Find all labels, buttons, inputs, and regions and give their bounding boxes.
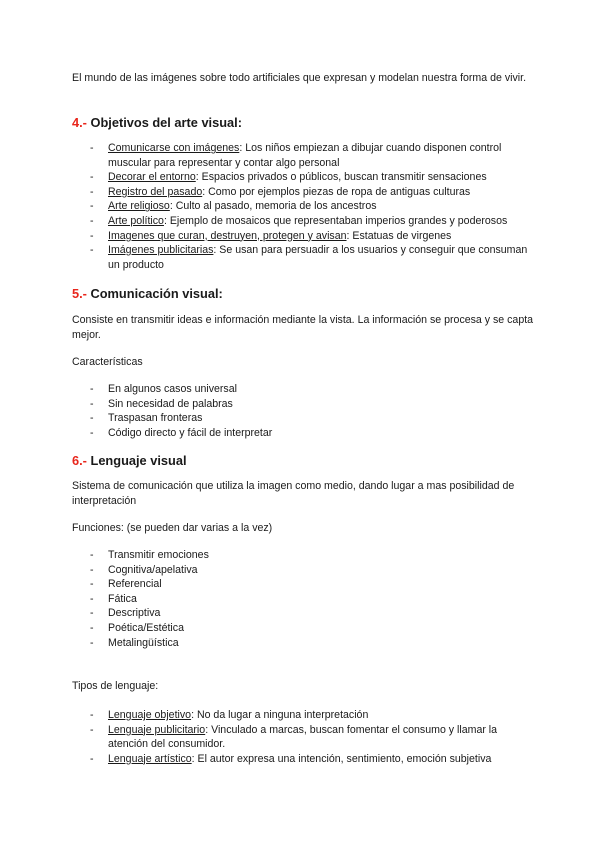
list-item: - Comunicarse con imágenes: Los niños empiezan a dibujar cuando disponen control muscular para representar y contar algo personal	[90, 142, 502, 169]
bullet-dash: -	[90, 214, 94, 227]
list-item: - Transmitir emociones	[90, 549, 209, 561]
section-4-number: 4.-	[72, 115, 87, 130]
functions-label: Funciones: (se pueden dar varias a la vez)	[72, 522, 273, 534]
list-item: - Código directo y fácil de interpretar	[90, 426, 273, 439]
list-item: - Descriptiva	[90, 607, 161, 620]
bullet-dash: -	[90, 578, 94, 591]
bullet-dash: -	[90, 185, 94, 198]
bullet-dash: -	[90, 752, 94, 765]
bullet-dash: -	[90, 621, 94, 634]
list-item: - Lenguaje artístico: El autor expresa una intención, sentimiento, emoción subjetiva	[90, 752, 492, 765]
bullet-dash: -	[90, 200, 94, 213]
bullet-dash: -	[90, 563, 94, 576]
language-types-list	[0, 708, 528, 766]
section-6-title: Lenguaje visual	[90, 453, 187, 468]
section-4-title: Objetivos del arte visual:	[90, 115, 242, 130]
list-item: - Lenguaje publicitario: Vinculado a marcas, buscan fomentar el consumo y llamar la atención del consumidor.	[90, 723, 498, 751]
bullet-dash: -	[90, 171, 94, 184]
section-4-heading	[72, 115, 242, 131]
bullet-dash: -	[90, 607, 94, 620]
section-5-heading	[72, 286, 223, 302]
language-types-label: Tipos de lenguaje:	[72, 680, 159, 692]
list-item: - Decorar el entorno: Espacios privados o públicos, buscan transmitir sensaciones	[90, 171, 487, 184]
list-item: - Metalingüística	[90, 636, 179, 649]
list-item: - En algunos casos universal	[90, 383, 237, 395]
bullet-dash: -	[90, 244, 94, 257]
section-6-paragraph: Sistema de comunicación que utiliza la imagen como medio, dando lugar a mas posibilidad de interpretación	[72, 480, 515, 507]
section-6-number: 6.-	[72, 453, 87, 468]
functions-list	[0, 548, 528, 650]
bullet-dash: -	[90, 426, 94, 439]
section-6-heading	[72, 453, 187, 469]
bullet-dash: -	[90, 723, 94, 736]
bullet-dash: -	[90, 383, 94, 395]
list-item: - Imagenes que curan, destruyen, protegen y avisan: Estatuas de virgenes	[90, 229, 452, 242]
section-5-paragraph: Consiste en transmitir ideas e información mediante la vista. La información se procesa y se capta mejor.	[72, 314, 534, 341]
bullet-dash: -	[90, 549, 94, 561]
bullet-dash: -	[90, 636, 94, 649]
list-item: - Fática	[90, 592, 137, 605]
list-item: - Referencial	[90, 578, 162, 591]
characteristics-label: Características	[72, 356, 143, 368]
intro-paragraph: El mundo de las imágenes sobre todo artificiales que expresan y modelan nuestra forma de vivir.	[72, 72, 527, 84]
list-item: - Lenguaje objetivo: No da lugar a ninguna interpretación	[90, 709, 369, 721]
list-item: - Cognitiva/apelativa	[90, 563, 198, 576]
bullet-dash: -	[90, 592, 94, 605]
list-item: - Arte político: Ejemplo de mosaicos que representaban imperios grandes y poderosos	[90, 214, 508, 227]
bullet-dash: -	[90, 229, 94, 242]
list-item: - Traspasan fronteras	[90, 412, 203, 425]
section-5-title: Comunicación visual:	[90, 286, 223, 301]
characteristics-list	[0, 382, 528, 440]
list-item: - Imágenes publicitarias: Se usan para persuadir a los usuarios y conseguir que consuman un producto	[90, 244, 528, 271]
list-item: - Registro del pasado: Como por ejemplos piezas de ropa de antiguas culturas	[90, 185, 471, 198]
objectives-list	[0, 141, 528, 272]
bullet-dash: -	[90, 142, 94, 154]
list-item: - Sin necesidad de palabras	[90, 397, 233, 410]
list-item: - Arte religioso: Culto al pasado, memoria de los ancestros	[90, 200, 377, 213]
bullet-dash: -	[90, 709, 94, 721]
bullet-dash: -	[90, 412, 94, 425]
list-item: - Poética/Estética	[90, 621, 184, 634]
section-5-number: 5.-	[72, 286, 87, 301]
bullet-dash: -	[90, 397, 94, 410]
